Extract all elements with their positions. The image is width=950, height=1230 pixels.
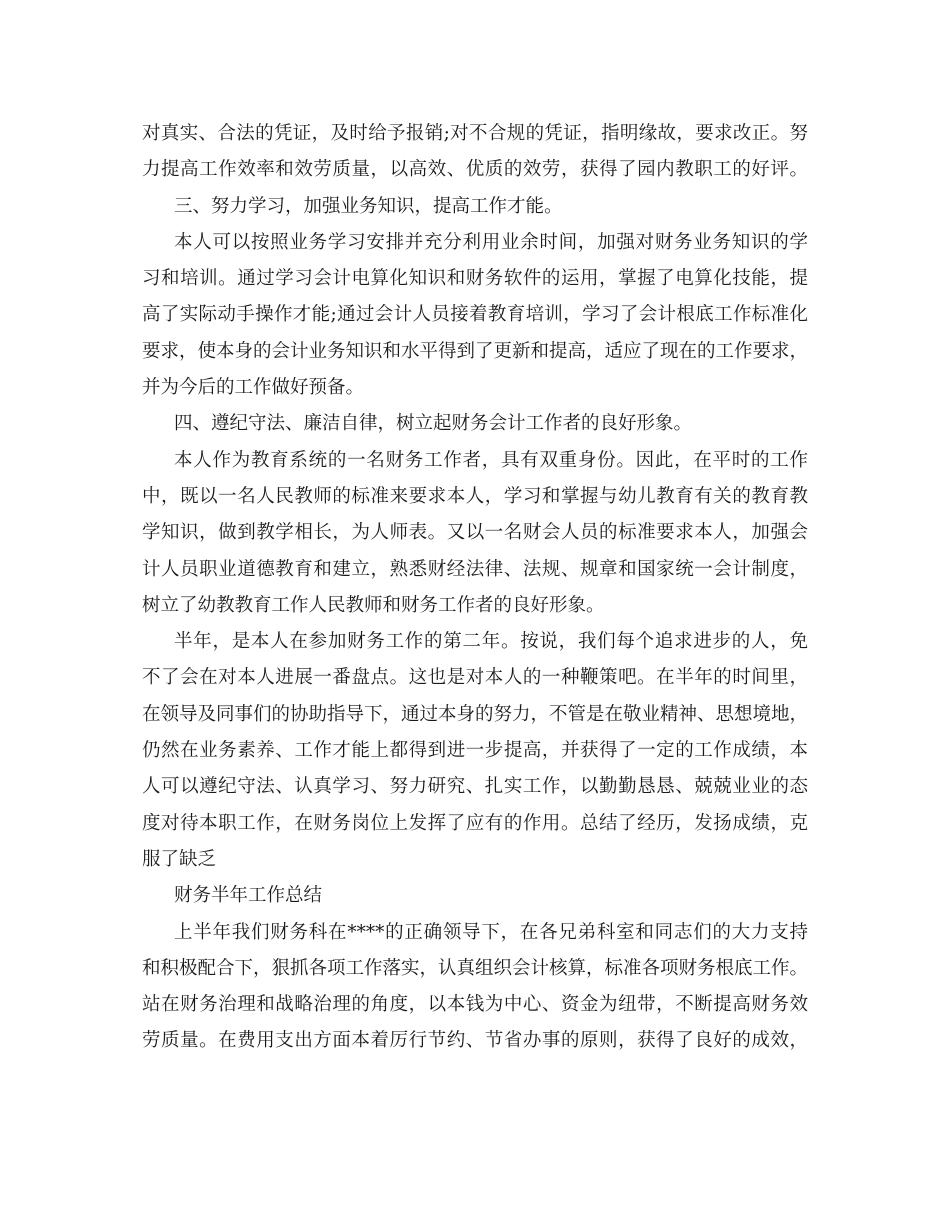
document-body bbox=[142, 116, 808, 1060]
text-line: 在领导及同事们的协助指导下，通过本身的努力，不管是在敬业精神、思想境地， bbox=[142, 703, 808, 725]
text-line: 习和培训。通过学习会计电算化知识和财务软件的运用，掌握了电算化技能，提 bbox=[142, 268, 808, 290]
text-line: 力提高工作效率和效劳质量，以高效、优质的效劳，获得了园内教职工的好评。 bbox=[142, 159, 808, 181]
text-line: 树立了幼教教育工作人民教师和财务工作者的良好形象。 bbox=[142, 594, 605, 616]
text-line: 劳质量。在费用支出方面本着厉行节约、节省办事的原则，获得了良好的成效， bbox=[142, 1030, 808, 1052]
text-line: 要求，使本身的会计业务知识和水平得到了更新和提高，适应了现在的工作要求， bbox=[142, 340, 808, 362]
text-line: 服了缺乏 bbox=[142, 848, 217, 870]
text-line: 本人可以按照业务学习安排并充分利用业余时间，加强对财务业务知识的学 bbox=[174, 231, 808, 253]
text-line: 对真实、合法的凭证，及时给予报销;对不合规的凭证，指明缘故，要求改正。努 bbox=[142, 123, 808, 144]
text-line: 站在财务治理和战略治理的角度，以本钱为中心、资金为纽带，不断提高财务效 bbox=[142, 994, 808, 1016]
text-line: 上半年我们财务科在****的正确领导下，在各兄弟科室和同志们的大力支持 bbox=[174, 921, 808, 943]
text-line: 中，既以一名人民教师的标准来要求本人，学习和掌握与幼儿教育有关的教育教 bbox=[142, 485, 808, 507]
text-line: 和积极配合下，狠抓各项工作落实，认真组织会计核算，标准各项财务根底工作。 bbox=[142, 957, 808, 979]
text-line: 财务半年工作总结 bbox=[174, 885, 323, 907]
text-line: 四、遵纪守法、廉洁自律，树立起财务会计工作者的良好形象。 bbox=[174, 413, 693, 435]
text-line: 度对待本职工作，在财务岗位上发挥了应有的作用。总结了经历，发扬成绩，克 bbox=[142, 812, 808, 834]
text-line: 高了实际动手操作才能;通过会计人员接着教育培训，学习了会计根底工作标准化 bbox=[142, 304, 808, 326]
text-line: 三、努力学习，加强业务知识，提高工作才能。 bbox=[174, 195, 563, 217]
text-line: 并为今后的工作做好预备。 bbox=[142, 377, 365, 399]
text-line: 学知识，做到教学相长，为人师表。又以一名财会人员的标准要求本人，加强会 bbox=[142, 522, 808, 544]
text-line: 本人作为教育系统的一名财务工作者，具有双重身份。因此，在平时的工作 bbox=[174, 449, 808, 471]
text-line: 不了会在对本人进展一番盘点。这也是对本人的一种鞭策吧。在半年的时间里， bbox=[142, 667, 808, 689]
text-line: 计人员职业道德教育和建立，熟悉财经法律、法规、规章和国家统一会计制度， bbox=[142, 558, 808, 580]
text-line: 人可以遵纪守法、认真学习、努力研究、扎实工作，以勤勤恳恳、兢兢业业的态 bbox=[142, 776, 808, 798]
text-line: 半年，是本人在参加财务工作的第二年。按说，我们每个追求进步的人，免 bbox=[174, 631, 808, 653]
text-line: 仍然在业务素养、工作才能上都得到进一步提高，并获得了一定的工作成绩，本 bbox=[142, 740, 808, 762]
